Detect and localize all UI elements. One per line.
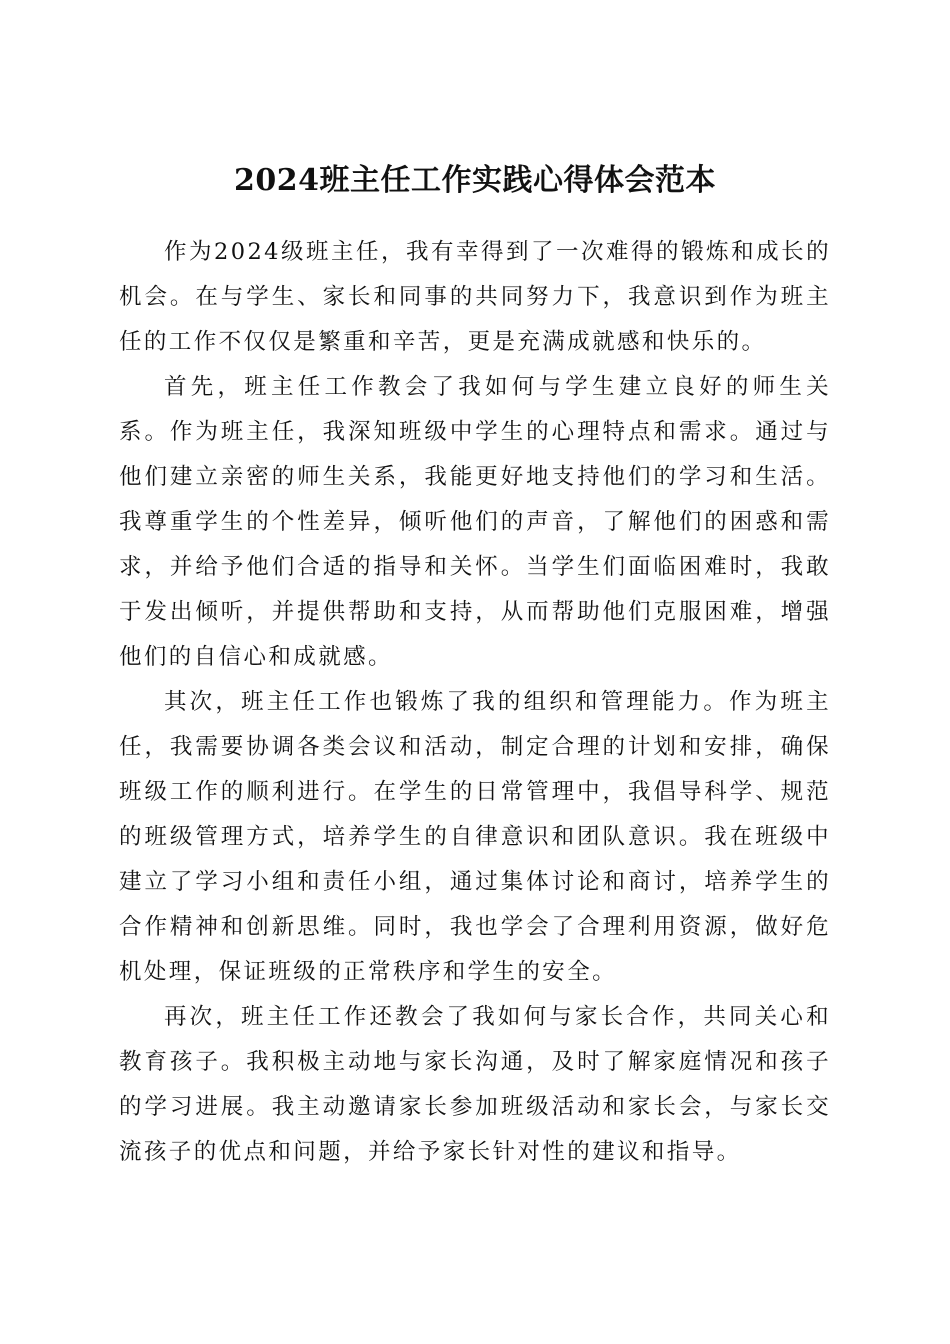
document-body [119, 230, 831, 1175]
paragraph-4: 再次，班主任工作还教会了我如何与家长合作，共同关心和教育孩子。我积极主动地与家长沟通，及时了解家庭情况和孩子的学习进展。我主动邀请家长参加班级活动和家长会，与家长交流孩子的优点和问题，并给予家长针对性的建议和指导。 [119, 1004, 831, 1165]
paragraph-3: 其次，班主任工作也锻炼了我的组织和管理能力。作为班主任，我需要协调各类会议和活动，制定合理的计划和安排，确保班级工作的顺利进行。在学生的日常管理中，我倡导科学、规范的班级管理方式，培养学生的自律意识和团队意识。我在班级中建立了学习小组和责任小组，通过集体讨论和商讨，培养学生的合作精神和创新思维。同时，我也学会了合理利用资源，做好危机处理，保证班级的正常秩序和学生的安全。 [119, 689, 831, 985]
document-title: 2024班主任工作实践心得体会范本 [234, 163, 716, 199]
paragraph-2: 首先，班主任工作教会了我如何与学生建立良好的师生关系。作为班主任，我深知班级中学生的心理特点和需求。通过与他们建立亲密的师生关系，我能更好地支持他们的学习和生活。我尊重学生的个性差异，倾听他们的声音，了解他们的困惑和需求，并给予他们合适的指导和关怀。当学生们面临困难时，我敢于发出倾听，并提供帮助和支持，从而帮助他们克服困难，增强他们的自信心和成就感。 [119, 374, 831, 670]
paragraph-1: 作为2024级班主任，我有幸得到了一次难得的锻炼和成长的机会。在与学生、家长和同事的共同努力下，我意识到作为班主任的工作不仅仅是繁重和辛苦，更是充满成就感和快乐的。 [119, 239, 831, 355]
